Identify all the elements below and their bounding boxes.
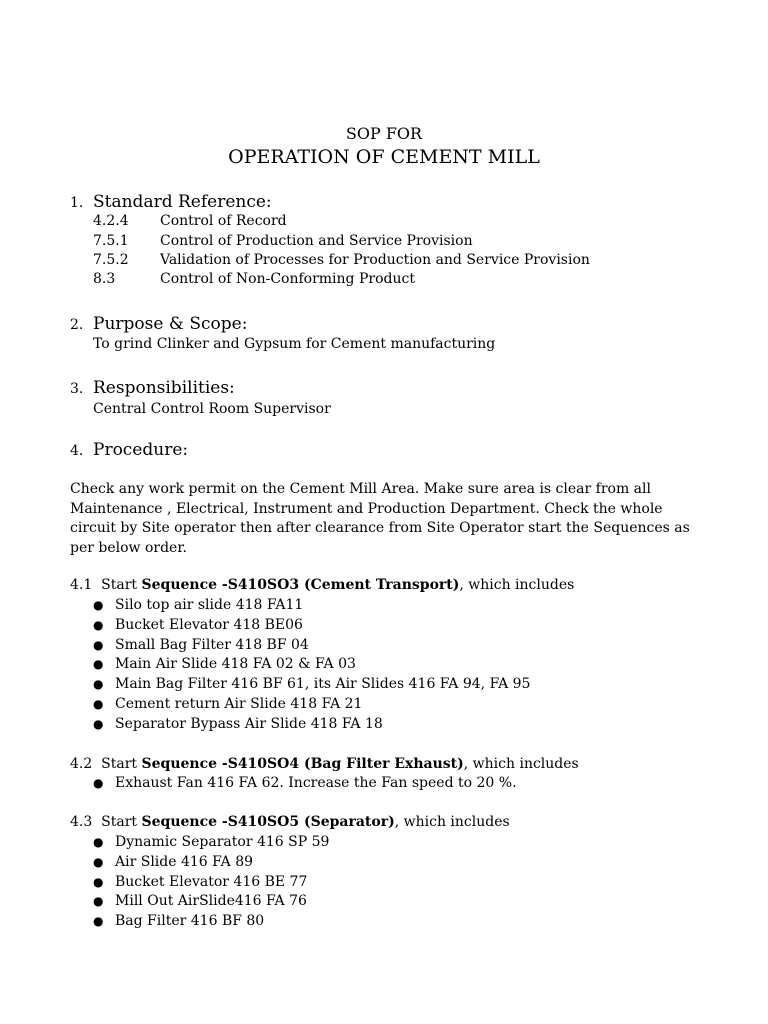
list-item-text: Separator Bypass Air Slide 418 FA 18	[115, 715, 383, 732]
list-item-text: Exhaust Fan 416 FA 62. Increase the Fan speed to 20 %.	[115, 775, 517, 791]
reference-label: Control of Record	[160, 213, 287, 229]
reference-label: Validation of Processes for Production and Service Provision	[160, 252, 590, 268]
section-number: 3.	[70, 381, 84, 397]
list-item	[93, 873, 329, 893]
procedure-step-4-2	[70, 756, 579, 772]
list-item-text: Air Slide 416 FA 89	[115, 853, 254, 870]
reference-code: 4.2.4	[93, 213, 129, 229]
bullet: ●	[93, 617, 104, 632]
list-item-text: Dynamic Separator 416 SP 59	[115, 834, 330, 850]
list-item	[93, 833, 329, 853]
sequence-name: Sequence -S410SO5 (Separator)	[141, 814, 395, 830]
reference-row	[93, 213, 287, 229]
reference-code: 7.5.1	[93, 233, 129, 249]
bullet: ●	[93, 914, 104, 929]
step-item-list	[93, 833, 329, 932]
section-number: 2.	[70, 317, 84, 333]
list-item	[93, 912, 329, 932]
step-number: 4.2	[70, 756, 93, 772]
reference-code: 7.5.2	[93, 252, 129, 268]
section-title: Procedure:	[93, 440, 189, 460]
list-item	[93, 853, 329, 873]
list-item	[93, 655, 530, 675]
list-item-text: Bucket Elevator 416 BE 77	[115, 873, 308, 890]
bullet: ●	[93, 894, 104, 909]
bullet: ●	[93, 776, 104, 790]
list-item	[93, 892, 329, 912]
section-heading-1	[70, 192, 272, 212]
section-number: 1.	[70, 195, 84, 211]
list-item	[93, 616, 530, 636]
sequence-name: Sequence -S410SO3 (Cement Transport)	[141, 577, 460, 593]
section-title: Purpose & Scope:	[93, 314, 248, 334]
reference-label: Control of Non-Conforming Product	[160, 271, 415, 287]
step-prefix: Start	[101, 814, 138, 830]
section-heading-2	[70, 314, 247, 334]
list-item	[93, 715, 530, 735]
list-item	[93, 675, 530, 695]
reference-code: 8.3	[93, 271, 116, 287]
purpose-text: To grind Clinker and Gypsum for Cement manufacturing	[93, 336, 496, 352]
list-item-text: Mill Out AirSlide416 FA 76	[115, 893, 307, 910]
list-item-text: Cement return Air Slide 418 FA 21	[115, 695, 363, 712]
doc-title-line2: OPERATION OF CEMENT MILL	[228, 146, 540, 168]
bullet: ●	[93, 657, 104, 672]
step-suffix: , which includes	[394, 814, 510, 830]
bullet: ●	[93, 874, 104, 889]
list-item	[93, 596, 530, 616]
sequence-name: Sequence -S410SO4 (Bag Filter Exhaust)	[141, 756, 464, 772]
step-item-list	[93, 774, 517, 794]
list-item-text: Main Bag Filter 416 BF 61, its Air Slides 416 FA 94, FA 95	[115, 676, 531, 693]
step-prefix: Start	[101, 577, 138, 593]
list-item-text: Silo top air slide 418 FA11	[115, 597, 304, 613]
procedure-step-4-1	[70, 577, 574, 593]
step-item-list	[93, 596, 530, 735]
bullet: ●	[93, 637, 104, 652]
responsibility-text: Central Control Room Supervisor	[93, 401, 331, 417]
list-item-text: Bag Filter 416 BF 80	[115, 913, 265, 930]
bullet: ●	[93, 598, 104, 612]
bullet: ●	[93, 696, 104, 711]
bullet: ●	[93, 835, 104, 849]
section-title: Standard Reference:	[93, 192, 272, 212]
reference-row	[93, 233, 473, 249]
reference-label: Control of Production and Service Provision	[160, 233, 473, 249]
step-number: 4.1	[70, 577, 93, 593]
list-item-text: Bucket Elevator 418 BE06	[115, 616, 303, 633]
procedure-intro: Check any work permit on the Cement Mill Area. Make sure area is clear from all Maintenance , Electrical, Instrument and Production Department. Check the whole circuit by Site operator then after clearance from Site Operator start the Sequences as per below order.	[70, 481, 690, 556]
step-prefix: Start	[101, 756, 138, 772]
reference-row	[93, 271, 415, 287]
doc-title-line1: SOP FOR	[345, 124, 423, 143]
section-heading-4	[70, 440, 188, 460]
section-heading-3	[70, 378, 235, 398]
bullet: ●	[93, 677, 104, 692]
list-item	[93, 774, 517, 794]
list-item-text: Main Air Slide 418 FA 02 & FA 03	[115, 656, 356, 673]
step-number: 4.3	[70, 814, 93, 830]
step-suffix: , which includes	[463, 756, 579, 772]
section-number: 4.	[70, 443, 84, 459]
list-item	[93, 695, 530, 715]
list-item	[93, 636, 530, 656]
procedure-step-4-3	[70, 814, 510, 830]
bullet: ●	[93, 854, 104, 869]
bullet: ●	[93, 716, 104, 731]
section-title: Responsibilities:	[93, 378, 235, 398]
reference-row	[93, 252, 590, 268]
list-item-text: Small Bag Filter 418 BF 04	[115, 636, 309, 653]
step-suffix: , which includes	[459, 577, 575, 593]
